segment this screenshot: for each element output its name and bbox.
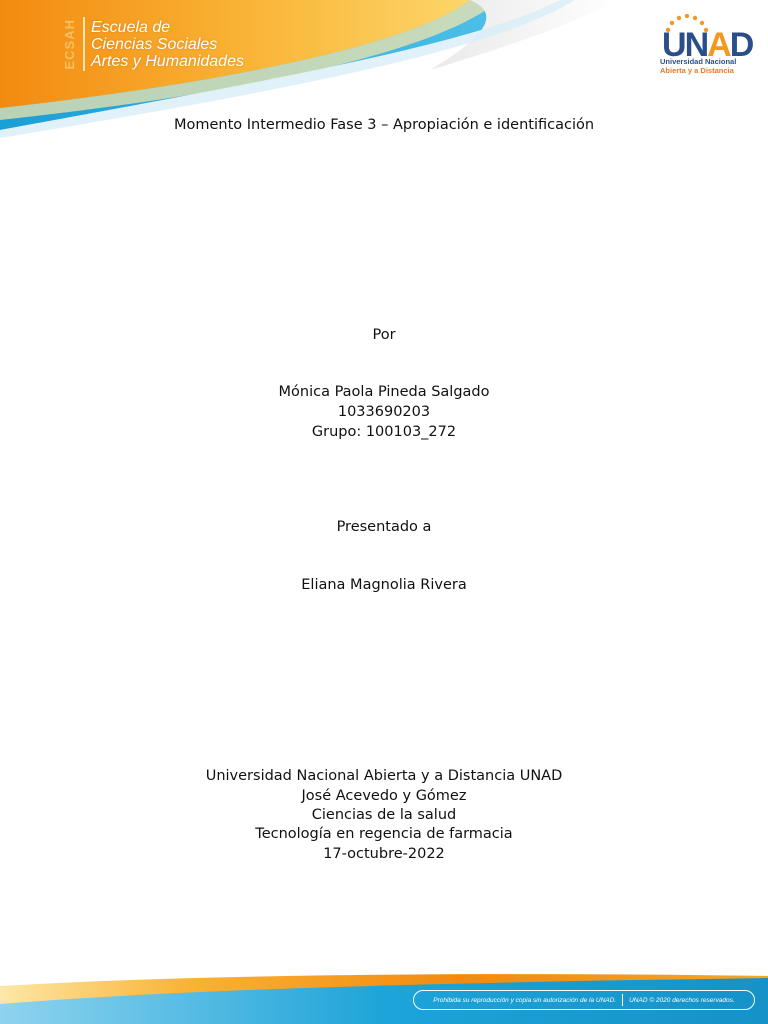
school-of-study: Ciencias de la salud bbox=[311, 807, 457, 823]
by-label: Por bbox=[372, 327, 396, 343]
logo-wordmark: UNAD bbox=[662, 26, 753, 64]
school-name bbox=[91, 19, 244, 70]
document-title: Momento Intermedio Fase 3 – Apropiación e identificación bbox=[173, 117, 595, 133]
program-name: Tecnología en regencia de farmacia bbox=[255, 826, 513, 842]
footer-notice-pill bbox=[413, 990, 755, 1010]
campus-name: José Acevedo y Gómez bbox=[301, 788, 467, 804]
logo-subtitle-line-2: Abierta y a Distancia bbox=[660, 65, 734, 75]
presented-to-name: Eliana Magnolia Rivera bbox=[301, 577, 467, 593]
school-line-1: Escuela de bbox=[91, 18, 171, 36]
author-id: 1033690203 bbox=[337, 404, 431, 420]
presented-to-label: Presentado a bbox=[336, 519, 432, 535]
school-line-2: Ciencias Sociales bbox=[91, 35, 218, 53]
footer-notice: Prohibida su reproducción y copia sin autorización de la UNAD. bbox=[433, 996, 617, 1004]
brand-separator bbox=[83, 17, 85, 71]
school-brand bbox=[62, 14, 244, 74]
university-name: Universidad Nacional Abierta y a Distancia UNAD bbox=[205, 768, 563, 784]
ecsah-vertical-label: ECSAH bbox=[62, 18, 77, 70]
logo-subtitle bbox=[660, 58, 744, 75]
logo-subtitle-line-1: Universidad Nacional bbox=[660, 57, 737, 66]
footer-separator bbox=[622, 994, 623, 1006]
school-line-3: Artes y Humanidades bbox=[91, 52, 244, 70]
document-date: 17-octubre-2022 bbox=[323, 846, 445, 862]
unad-logo bbox=[660, 14, 753, 80]
group-number: Grupo: 100103_272 bbox=[311, 424, 457, 440]
footer-copyright: UNAD © 2020 derechos reservados. bbox=[629, 996, 735, 1004]
author-name: Mónica Paola Pineda Salgado bbox=[278, 384, 490, 400]
